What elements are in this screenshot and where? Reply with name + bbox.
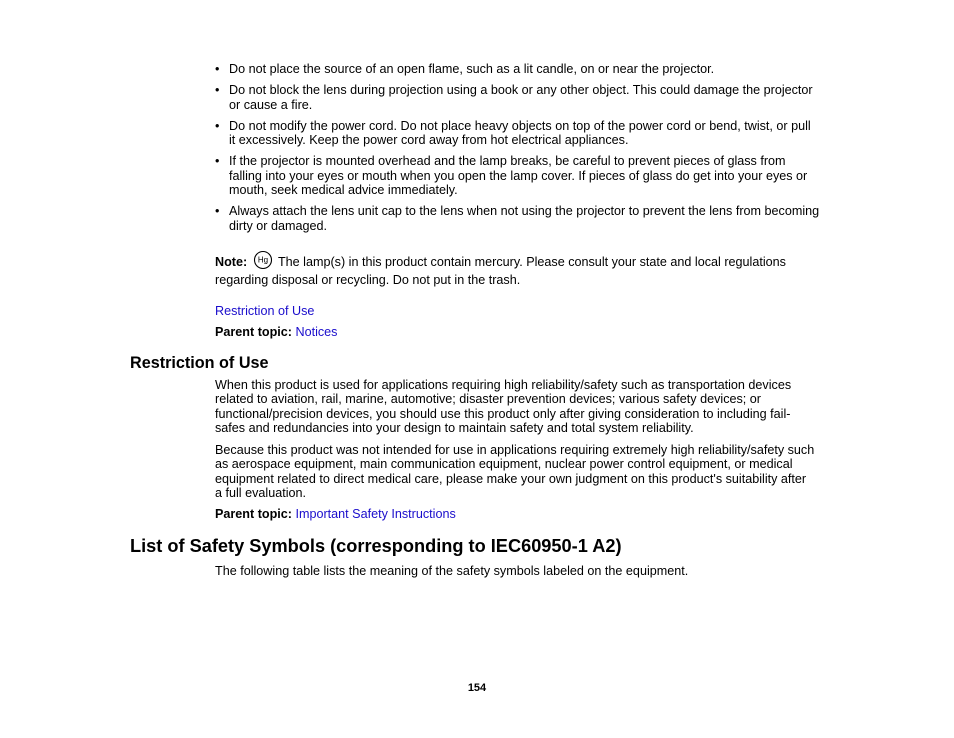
bullet-text: Always attach the lens unit cap to the lens when not using the projector to prevent the lens from becoming dirty or damaged. <box>229 204 820 233</box>
restriction-paragraph-2: Because this product was not intended for use in applications requiring extremely high reliability/safety such as aerospace equipment, main communication equipment, nuclear power control equipment, or medical equipment related to direct medical care, please make your own judgment on this product's suitability after a full evaluation. <box>215 443 815 501</box>
restriction-paragraph-1: When this product is used for applications requiring high reliability/safety such as transportation devices related to aviation, rail, marine, automotive; disaster prevention devices; various safety devices; or functional/precision devices, you should use this product only after giving consideration to including fail-safes and redundancies into your design to maintain safety and total system reliability. <box>215 378 792 436</box>
bullet-dot: • <box>215 118 220 133</box>
bullet-dot: • <box>215 154 220 169</box>
list-item <box>215 62 820 76</box>
note-label: Note: <box>215 255 248 269</box>
safety-bullet-list <box>215 62 820 240</box>
important-safety-instructions-link[interactable]: Important Safety Instructions <box>295 507 456 521</box>
bullet-text: If the projector is mounted overhead and the lamp breaks, be careful to prevent pieces of glass from falling into your eyes or mouth when you open the lamp cover. If pieces of glass do get into your eyes or mouth, seek medical advice immediately. <box>229 154 808 198</box>
bullet-dot: • <box>215 62 220 76</box>
page-number: 154 <box>467 682 487 694</box>
parent-topic-label: Parent topic: <box>215 325 292 339</box>
restriction-of-use-link[interactable]: Restriction of Use <box>215 304 315 318</box>
bullet-text: Do not modify the power cord. Do not place heavy objects on top of the power cord or bend, twist, or pull it excessively. Keep the power cord away from hot electrical appliances. <box>229 118 811 148</box>
bullet-dot: • <box>215 204 220 219</box>
list-item <box>215 204 820 233</box>
list-item <box>215 154 820 197</box>
parent-topic-label: Parent topic: <box>215 507 292 521</box>
hg-icon-text: Hg <box>257 255 268 265</box>
bullet-text: Do not block the lens during projection using a book or any other object. This could damage the projector or cause a fire. <box>229 83 813 112</box>
safety-symbols-intro: The following table lists the meaning of the safety symbols labeled on the equipment. <box>215 564 689 578</box>
safety-symbols-heading: List of Safety Symbols (corresponding to IEC60950-1 A2) <box>130 536 622 556</box>
note-text: The lamp(s) in this product contain mercury. Please consult your state and local regulations regarding disposal or recycling. Do not put in the trash. <box>215 255 786 288</box>
list-item <box>215 119 820 148</box>
parent-topic-notices <box>215 325 337 339</box>
notices-link[interactable]: Notices <box>295 325 338 339</box>
list-item <box>215 83 820 112</box>
bullet-dot: • <box>215 83 220 98</box>
parent-topic-safety <box>215 507 456 521</box>
mercury-note <box>215 250 820 288</box>
restriction-of-use-heading: Restriction of Use <box>130 354 269 372</box>
mercury-hg-icon <box>253 250 273 273</box>
bullet-text: Do not place the source of an open flame, such as a lit candle, on or near the projector. <box>229 62 715 76</box>
